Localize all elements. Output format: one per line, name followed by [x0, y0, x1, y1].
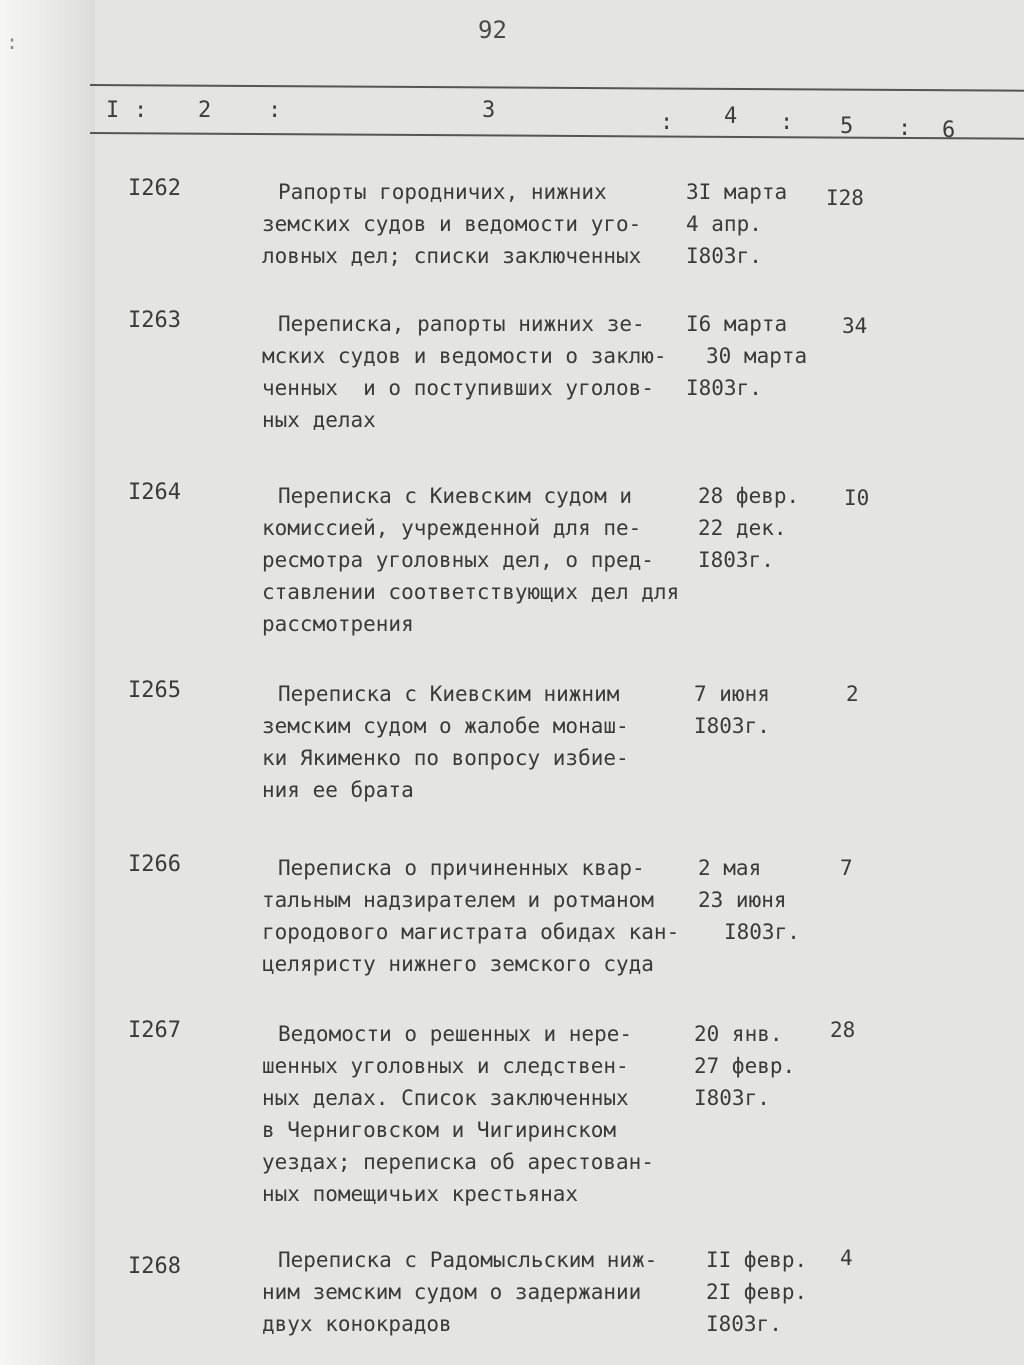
- column-header-1: I: [106, 98, 120, 123]
- date-line: I803г.: [694, 714, 770, 738]
- entry-description: [262, 678, 702, 806]
- description-line: ловных дел; списки заключенных: [262, 244, 642, 268]
- entry-dates: [698, 480, 838, 576]
- gutter-mark: :: [6, 30, 19, 54]
- date-line: 7 июня: [694, 682, 770, 706]
- column-header-6: 6: [942, 118, 956, 143]
- entry-description: [262, 852, 702, 980]
- entry-sheet-count: 4: [840, 1246, 853, 1270]
- description-line: двух конокрадов: [262, 1312, 452, 1336]
- entry-sheet-count: I0: [844, 486, 870, 510]
- entry-description: [262, 1244, 702, 1340]
- entry-sheet-count: 2: [846, 682, 859, 706]
- description-line: Переписка, рапорты нижних зе-: [278, 312, 645, 336]
- date-line: 4 апр.: [686, 212, 762, 236]
- date-line: 2I февр.: [706, 1280, 808, 1304]
- description-line: в Черниговском и Чигиринском: [262, 1118, 617, 1142]
- entry-number: I265: [128, 678, 181, 703]
- date-line: I6 марта: [686, 312, 788, 336]
- page-number: 92: [478, 16, 507, 44]
- date-line: I803г.: [686, 244, 762, 268]
- description-line: Переписка с Киевским судом и: [278, 484, 633, 508]
- description-line: Рапорты городничих, нижних: [278, 180, 607, 204]
- entry-dates: [686, 176, 826, 272]
- date-line: 2 мая: [698, 856, 762, 880]
- entry-description: [262, 308, 702, 436]
- entry-number: I267: [128, 1018, 181, 1043]
- entry-dates: [706, 1244, 846, 1340]
- date-line: I803г.: [686, 376, 762, 400]
- column-header-2: 2: [198, 98, 212, 123]
- entry-dates: [698, 852, 838, 948]
- description-line: ним земским судом о задержании: [262, 1280, 642, 1304]
- entry-description: [262, 480, 702, 640]
- entry-dates: [686, 308, 826, 404]
- entry-dates: [694, 1018, 834, 1114]
- column-separator: :: [898, 116, 912, 141]
- description-line: тальным надзирателем и ротманом: [262, 888, 654, 912]
- description-line: мских судов и ведомости о заклю-: [262, 344, 667, 368]
- description-line: земским судом о жалобе монаш-: [262, 714, 629, 738]
- date-line: 22 дек.: [698, 516, 787, 540]
- description-line: целяристу нижнего земского суда: [262, 952, 654, 976]
- description-line: ных делах. Список заключенных: [262, 1086, 629, 1110]
- description-line: ных помещичьих крестьянах: [262, 1182, 579, 1206]
- description-line: Переписка с Киевским нижним: [278, 682, 620, 706]
- column-separator: :: [268, 98, 282, 123]
- date-line: 27 февр.: [694, 1054, 796, 1078]
- entry-sheet-count: 34: [842, 314, 868, 338]
- description-line: земских судов и ведомости уго-: [262, 212, 642, 236]
- date-line: 28 февр.: [698, 484, 800, 508]
- entry-number: I263: [128, 308, 181, 333]
- column-separator: :: [660, 110, 674, 135]
- entry-description: [262, 176, 702, 272]
- entry-number: I268: [128, 1254, 181, 1279]
- description-line: шенных уголовных и следствен-: [262, 1054, 629, 1078]
- binding-gutter: [0, 0, 95, 1365]
- description-line: ресмотра уголовных дел, о пред-: [262, 548, 654, 572]
- description-line: рассмотрения: [262, 612, 414, 636]
- entry-number: I264: [128, 480, 181, 505]
- date-line: I803г.: [698, 548, 774, 572]
- date-line: 3I марта: [686, 180, 788, 204]
- column-header-5: 5: [840, 114, 854, 139]
- description-line: уездах; переписка об арестован-: [262, 1150, 654, 1174]
- entry-sheet-count: 28: [830, 1018, 856, 1042]
- description-line: Переписка о причиненных квар-: [278, 856, 645, 880]
- column-separator: :: [134, 98, 148, 123]
- column-separator: :: [780, 110, 794, 135]
- description-line: ния ее брата: [262, 778, 414, 802]
- entry-number: I262: [128, 176, 181, 201]
- date-line: I803г.: [724, 920, 800, 944]
- column-header-4: 4: [724, 104, 738, 129]
- date-line: 30 марта: [706, 344, 808, 368]
- entry-sheet-count: I28: [826, 186, 864, 210]
- description-line: городового магистрата обидах кан-: [262, 920, 680, 944]
- description-line: комиссией, учрежденной для пе-: [262, 516, 642, 540]
- description-line: ченных и о поступивших уголов-: [262, 376, 654, 400]
- header-top-rule: [90, 84, 1024, 92]
- entry-dates: [694, 678, 834, 742]
- description-line: Переписка с Радомысльским ниж-: [278, 1248, 658, 1272]
- date-line: I803г.: [706, 1312, 782, 1336]
- description-line: ки Якименко по вопросу избие-: [262, 746, 629, 770]
- entry-sheet-count: 7: [840, 856, 853, 880]
- description-line: ставлении соответствующих дел для: [262, 580, 680, 604]
- description-line: Ведомости о решенных и нере-: [278, 1022, 633, 1046]
- entry-description: [262, 1018, 702, 1210]
- date-line: 20 янв.: [694, 1022, 783, 1046]
- date-line: 23 июня: [698, 888, 787, 912]
- date-line: II февр.: [706, 1248, 808, 1272]
- column-header-3: 3: [482, 98, 496, 123]
- date-line: I803г.: [694, 1086, 770, 1110]
- entry-number: I266: [128, 852, 181, 877]
- description-line: ных делах: [262, 408, 376, 432]
